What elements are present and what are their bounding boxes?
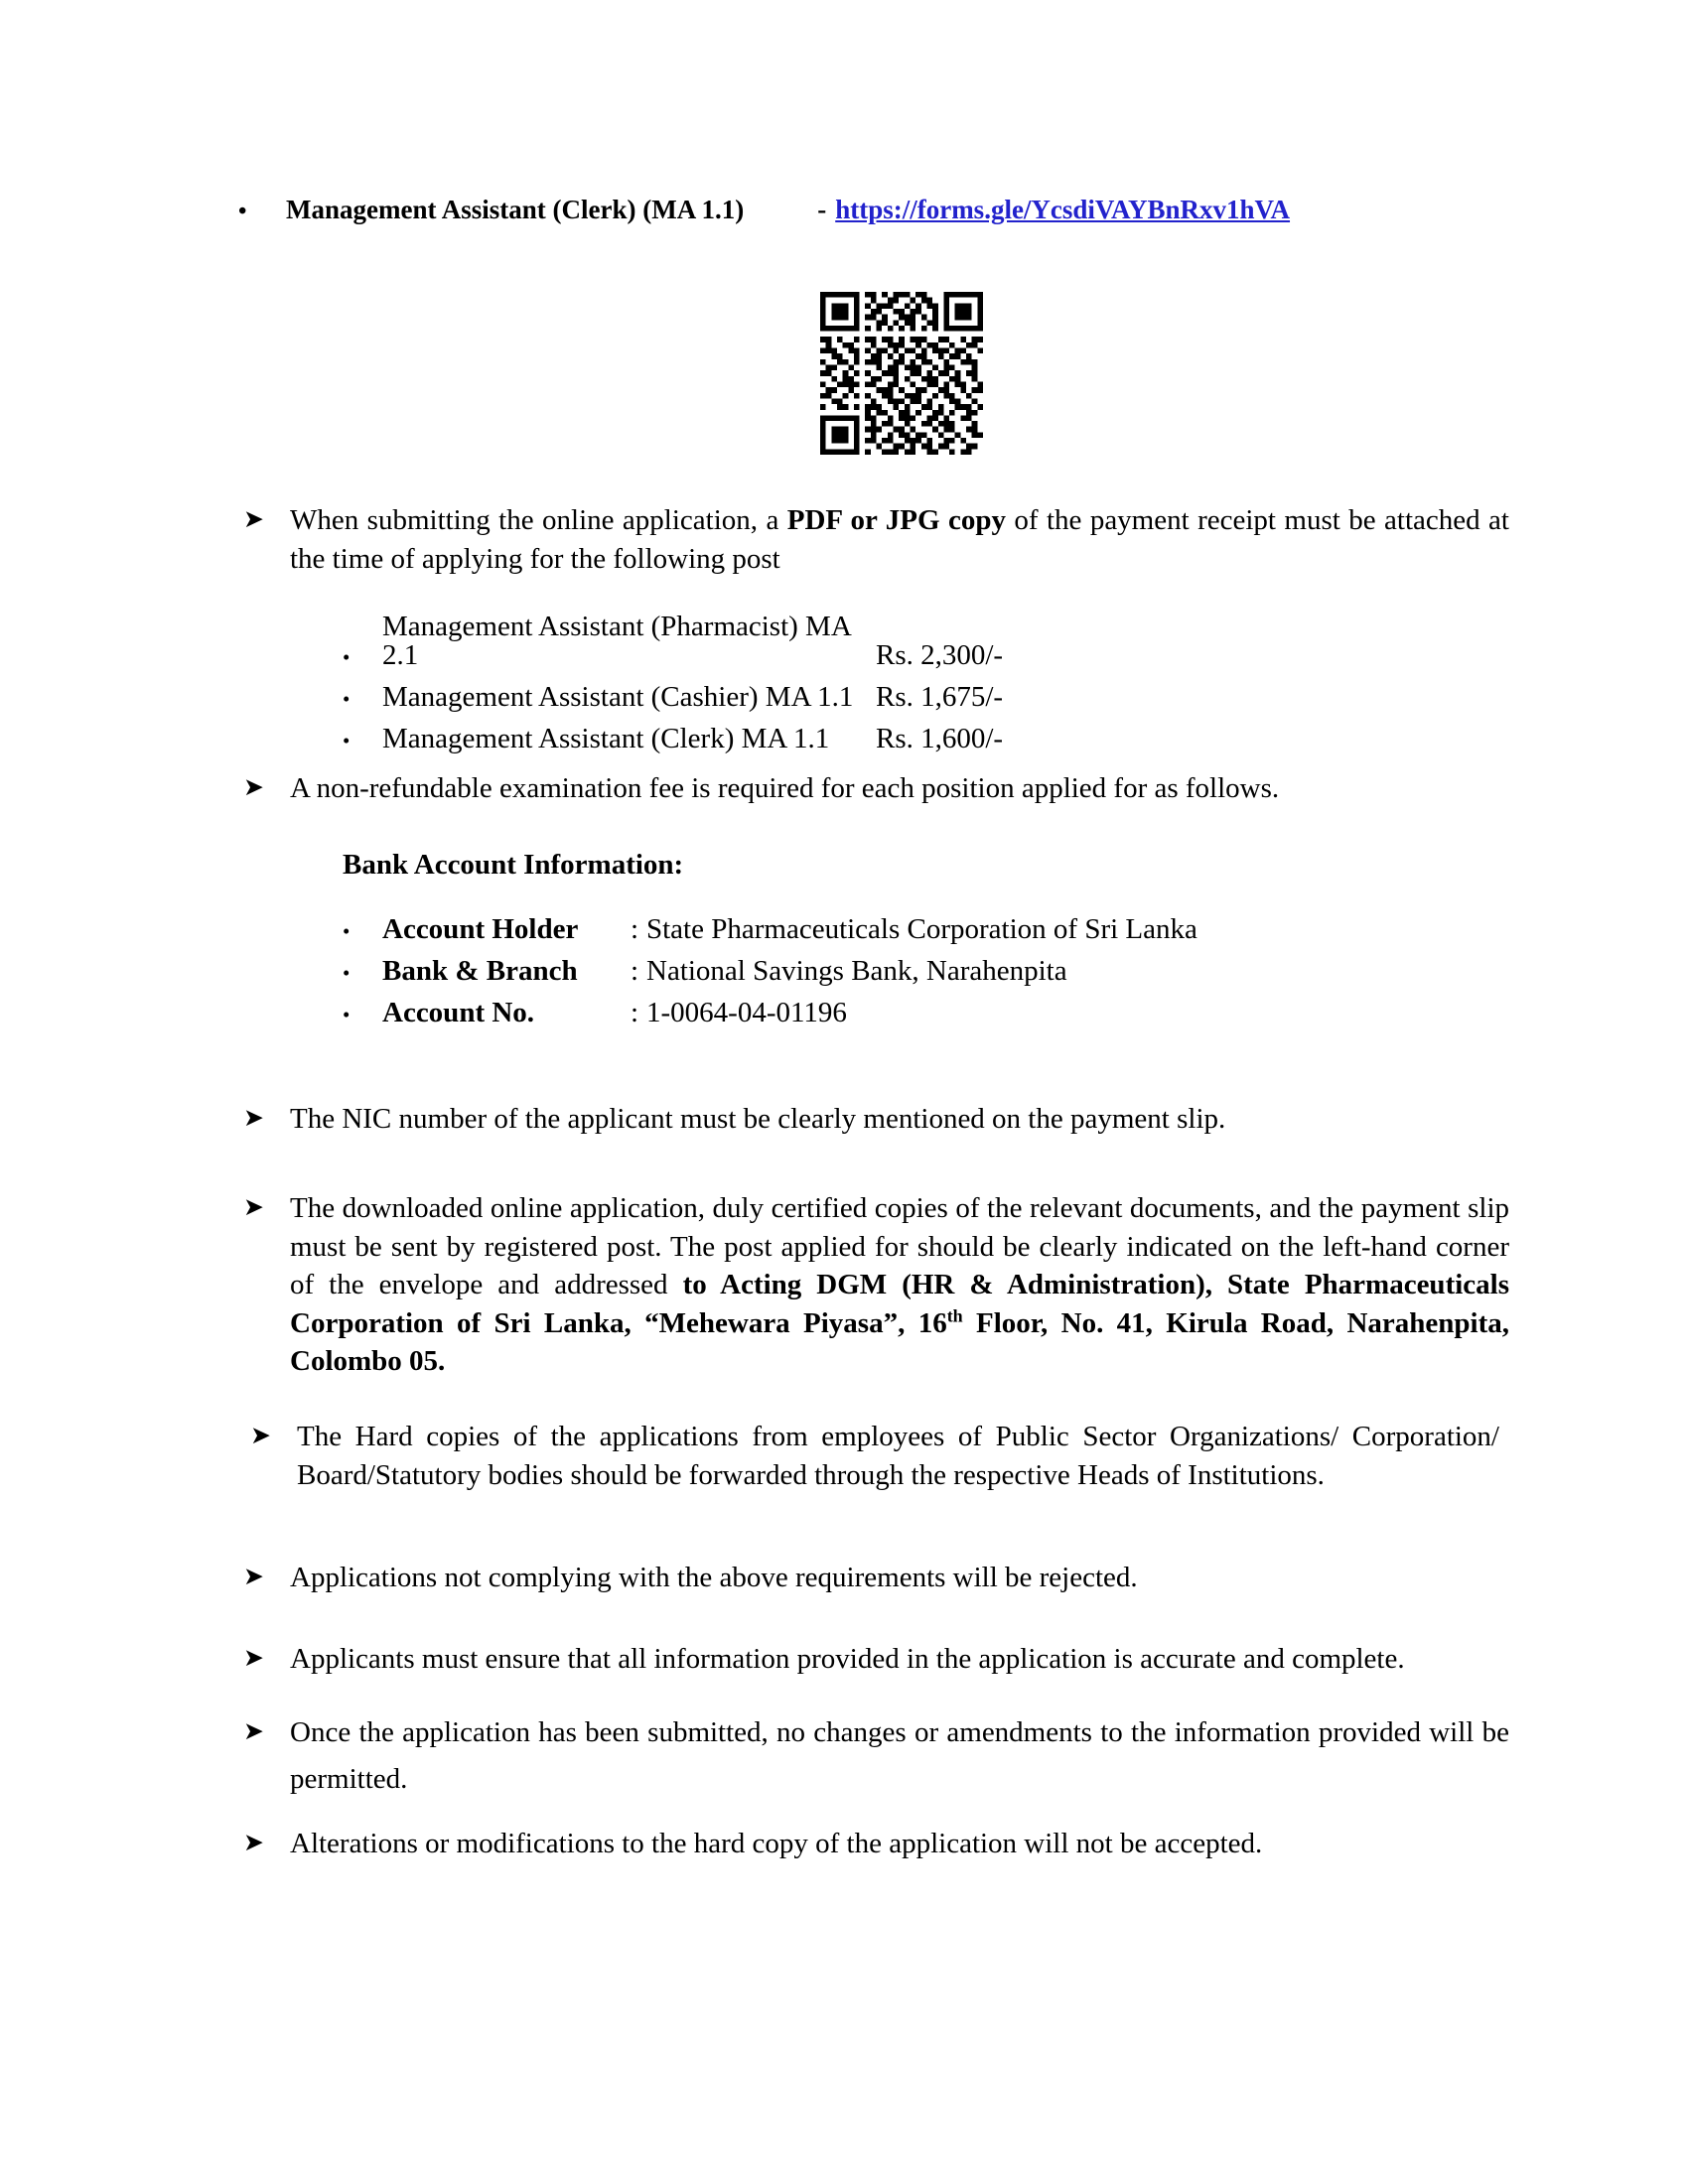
disc-bullet-icon: • — [343, 687, 351, 711]
clerk-application-link-row — [238, 195, 1519, 225]
arrow-bullet-icon: ➤ — [243, 1562, 264, 1590]
nic-item — [243, 1100, 1509, 1139]
alterations-item — [243, 1825, 1509, 1863]
bank-field-label: Account No. — [382, 997, 535, 1028]
arrow-bullet-icon: ➤ — [243, 1828, 264, 1856]
fee-post-name: Management Assistant (Clerk) MA 1.1 — [382, 723, 830, 754]
hard-copies-text: The Hard copies of the applications from employees of Public Sector Organizations/ Corporation/ Board/Statutory bodies should be forwarded through the respective Heads of Institutions. — [297, 1421, 1499, 1491]
list-item — [343, 915, 1455, 944]
list-item — [343, 999, 1455, 1027]
rejected-text: Applications not complying with the above requirements will be rejected. — [290, 1562, 1138, 1593]
arrow-bullet-icon: ➤ — [243, 1643, 264, 1672]
arrow-bullet-icon: ➤ — [243, 772, 264, 801]
accurate-item — [243, 1640, 1509, 1679]
disc-bullet-icon: • — [343, 729, 351, 752]
fee-amount: Rs. 1,600/- — [876, 723, 1004, 754]
arrow-bullet-icon: ➤ — [243, 1103, 264, 1132]
dash-separator: - — [817, 195, 827, 224]
alterations-text: Alterations or modifications to the hard copy of the application will not be accepted. — [290, 1828, 1263, 1859]
arrow-bullet-icon: ➤ — [243, 504, 264, 533]
bank-field-value: 1-0064-04-01196 — [646, 997, 847, 1028]
registered-post-text: The downloaded online application, duly certified copies of the relevant documents, and the payment slip must be sent by registered post. The post applied for should be clearly indicated on the left-hand corner of the envelope and addressed to Acting DGM (HR & Administration), State Pharmaceuticals Corporation of Sri Lanka, “Mehewara Piyasa”, 16th Floor, No. 41, Kirula Road, Narahenpita, Colombo 05. — [290, 1192, 1509, 1378]
disc-bullet-icon: • — [343, 919, 351, 943]
disc-bullet-icon: • — [343, 645, 351, 669]
fee-amount: Rs. 1,675/- — [876, 681, 1004, 713]
registered-post-item — [243, 1189, 1509, 1381]
list-item — [343, 725, 1435, 753]
attach-receipt-text: When submitting the online application, a PDF or JPG copy of the payment receipt must be attached at the time of applying for the following post — [290, 504, 1509, 575]
google-form-link[interactable]: https://forms.gle/YcsdiVAYBnRxv1hVA — [835, 195, 1291, 224]
fee-post-name: Management Assistant (Pharmacist) MA 2.1 — [382, 611, 851, 671]
bank-field-label: Account Holder — [382, 913, 579, 945]
list-item — [343, 957, 1455, 986]
disc-bullet-icon: • — [343, 961, 351, 985]
fee-amount: Rs. 2,300/- — [876, 639, 1004, 671]
colon-separator: : — [631, 997, 639, 1028]
fee-post-name: Management Assistant (Cashier) MA 1.1 — [382, 681, 854, 713]
rejected-item — [243, 1559, 1509, 1597]
disc-bullet-icon: • — [343, 1003, 351, 1026]
arrow-bullet-icon: ➤ — [243, 1716, 264, 1745]
accurate-text: Applicants must ensure that all information provided in the application is accurate and complete. — [290, 1643, 1405, 1675]
nic-text: The NIC number of the applicant must be clearly mentioned on the payment slip. — [290, 1103, 1226, 1135]
pdf-jpg-emphasis: PDF or JPG copy — [786, 504, 1006, 536]
colon-separator: : — [631, 913, 639, 945]
arrow-bullet-icon: ➤ — [250, 1421, 271, 1449]
disc-bullet-icon: • — [238, 199, 247, 224]
arrow-bullet-icon: ➤ — [243, 1192, 264, 1221]
list-item — [343, 613, 1435, 670]
qr-code-image — [820, 290, 983, 457]
no-changes-item — [243, 1709, 1509, 1803]
bank-field-value: National Savings Bank, Narahenpita — [646, 955, 1067, 987]
fee-list — [343, 613, 1435, 766]
exam-fee-text: A non-refundable examination fee is required for each position applied for as follows. — [290, 772, 1280, 804]
no-changes-text: Once the application has been submitted, no changes or amendments to the information provided will be permitted. — [290, 1716, 1509, 1795]
list-item — [343, 683, 1435, 712]
ordinal-suffix: th — [946, 1305, 963, 1326]
exam-fee-item — [243, 769, 1509, 808]
bank-field-label: Bank & Branch — [382, 955, 578, 987]
colon-separator: : — [631, 955, 639, 987]
bank-field-value: State Pharmaceuticals Corporation of Sri Lanka — [646, 913, 1197, 945]
hard-copies-item — [250, 1418, 1499, 1494]
postal-address-emphasis: to Acting DGM (HR & Administration), State Pharmaceuticals Corporation of Sri Lanka, “Mehewara Piyasa”, 16th Floor, No. 41, Kirula Road, Narahenpita, Colombo 05. — [290, 1269, 1509, 1378]
bank-account-heading: Bank Account Information: — [343, 849, 684, 881]
attach-receipt-item — [243, 501, 1509, 578]
clerk-post-title: Management Assistant (Clerk) (MA 1.1) — [286, 195, 745, 224]
bank-details-list — [343, 915, 1455, 1040]
